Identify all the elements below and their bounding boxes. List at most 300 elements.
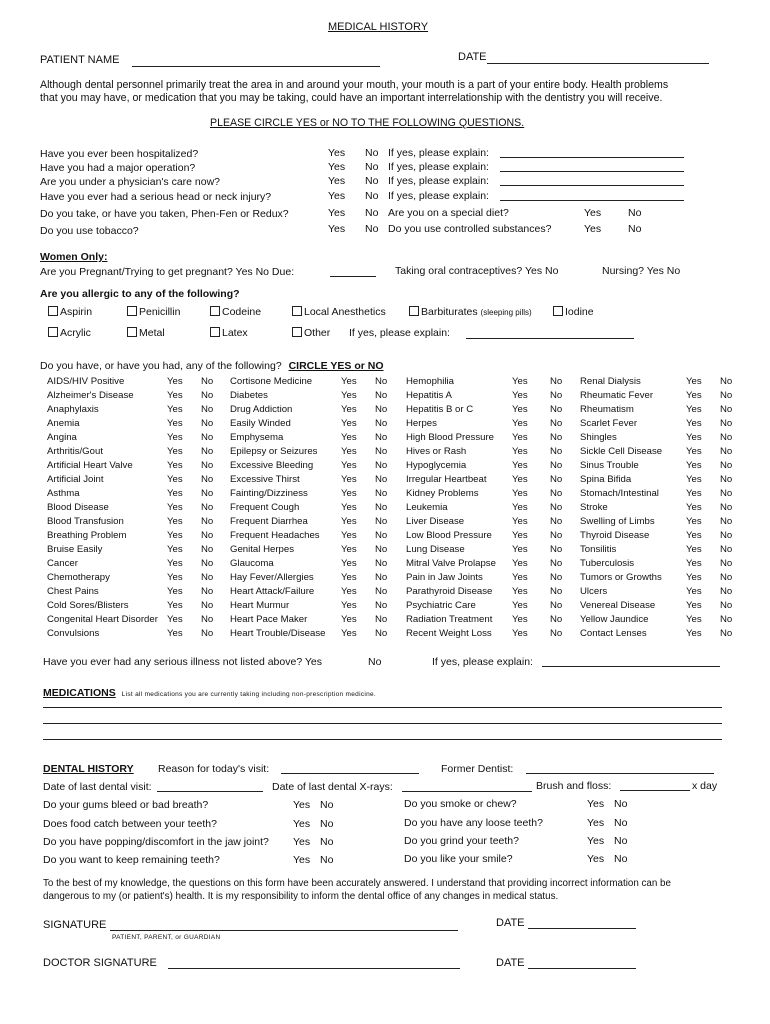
no-option[interactable]: No <box>375 586 388 597</box>
condition-label: Kidney Problems <box>406 488 479 499</box>
yes-option[interactable]: Yes <box>341 530 357 541</box>
yes-option[interactable]: Yes <box>686 572 702 583</box>
allergy-other[interactable] <box>292 327 330 339</box>
no-option[interactable]: No <box>550 530 563 541</box>
yes-option[interactable]: Yes <box>293 854 311 866</box>
yes-option[interactable]: Yes <box>167 516 183 527</box>
yes-option[interactable]: Yes <box>686 460 702 471</box>
allergy-latex[interactable] <box>210 327 248 339</box>
no-option[interactable]: No <box>365 223 379 235</box>
no-option[interactable]: No <box>550 446 563 457</box>
yes-option[interactable]: Yes <box>328 175 346 187</box>
yes-option[interactable]: Yes <box>512 488 528 499</box>
allergy-label: Codeine <box>222 306 262 318</box>
no-option[interactable]: No <box>375 474 388 485</box>
no-option[interactable]: No <box>550 600 563 611</box>
no-option[interactable]: No <box>550 614 563 625</box>
dental-question: Does food catch between your teeth? <box>43 818 217 830</box>
condition-label: Thyroid Disease <box>580 530 650 541</box>
per-day-label: x day <box>692 780 718 792</box>
no-option[interactable]: No <box>365 147 379 159</box>
no-option[interactable]: No <box>320 799 334 811</box>
allergy-iodine[interactable] <box>553 306 594 318</box>
allergy-heading: Are you allergic to any of the following? <box>40 288 240 300</box>
condition-label: High Blood Pressure <box>406 432 494 443</box>
no-option[interactable]: No <box>720 502 733 513</box>
no-option[interactable]: No <box>720 530 733 541</box>
no-option[interactable]: No <box>201 558 214 569</box>
condition-label: Hepatitis B or C <box>406 404 474 415</box>
yes-option[interactable]: Yes <box>587 798 605 810</box>
yes-option[interactable]: Yes <box>341 446 357 457</box>
no-option[interactable]: No <box>550 390 563 401</box>
yes-option[interactable]: Yes <box>341 418 357 429</box>
condition-label: Venereal Disease <box>580 600 656 611</box>
yes-option[interactable]: Yes <box>328 161 346 173</box>
no-option[interactable]: No <box>375 516 388 527</box>
doctor-date-field[interactable] <box>528 968 636 969</box>
no-option[interactable]: No <box>320 836 334 848</box>
no-option[interactable]: No <box>365 207 379 219</box>
condition-label: Stomach/Intestinal <box>580 488 659 499</box>
yes-option[interactable]: Yes <box>584 223 602 235</box>
no-option[interactable]: No <box>375 460 388 471</box>
no-option[interactable]: No <box>720 474 733 485</box>
yes-option[interactable]: Yes <box>686 376 702 387</box>
condition-label: Stroke <box>580 502 608 513</box>
no-option[interactable]: No <box>201 572 214 583</box>
no-option[interactable]: No <box>720 418 733 429</box>
conditions-intro <box>40 360 384 372</box>
yes-option[interactable]: Yes <box>686 628 702 639</box>
allergy-metal[interactable] <box>127 327 165 339</box>
condition-label: Ulcers <box>580 586 608 597</box>
no-option[interactable]: No <box>375 502 388 513</box>
no-option[interactable]: No <box>720 488 733 499</box>
medications-heading: MEDICATIONS <box>43 687 116 699</box>
no-option[interactable]: No <box>720 460 733 471</box>
yes-option[interactable]: Yes <box>167 558 183 569</box>
yes-option[interactable]: Yes <box>167 432 183 443</box>
reason-visit-label: Reason for today's visit: <box>158 763 270 775</box>
condition-label: Anaphylaxis <box>47 404 99 415</box>
explain-field[interactable] <box>500 157 684 158</box>
yes-option[interactable]: Yes <box>512 614 528 625</box>
yes-option[interactable]: Yes <box>512 418 528 429</box>
no-option[interactable]: No <box>201 488 214 499</box>
no-option[interactable]: No <box>614 817 628 829</box>
yes-option[interactable]: Yes <box>512 460 528 471</box>
no-option[interactable]: No <box>628 207 642 219</box>
condition-label: Heart Trouble/Disease <box>230 628 326 639</box>
condition-label: Fainting/Dizziness <box>230 488 308 499</box>
condition-label: Easily Winded <box>230 418 291 429</box>
no-option[interactable]: No <box>201 530 214 541</box>
condition-label: Epilepsy or Seizures <box>230 446 318 457</box>
yes-option[interactable]: Yes <box>167 488 183 499</box>
doctor-signature-label: DOCTOR SIGNATURE <box>43 957 157 969</box>
no-option[interactable]: No <box>550 404 563 415</box>
condition-label: Frequent Headaches <box>230 530 320 541</box>
yes-option[interactable]: Yes <box>512 474 528 485</box>
no-option[interactable]: No <box>375 418 388 429</box>
no-option[interactable]: No <box>614 853 628 865</box>
no-option[interactable]: No <box>720 628 733 639</box>
question-nursing: Nursing? Yes No <box>602 265 681 277</box>
condition-label: Blood Transfusion <box>47 516 124 527</box>
medications-line[interactable] <box>43 723 722 724</box>
explain-field[interactable] <box>500 171 684 172</box>
yes-option[interactable]: Yes <box>293 799 311 811</box>
yes-option[interactable]: Yes <box>341 516 357 527</box>
last-visit-field[interactable] <box>157 791 263 792</box>
due-date-field[interactable] <box>330 276 376 277</box>
condition-label: Mitral Valve Prolapse <box>406 558 496 569</box>
yes-option[interactable]: Yes <box>341 502 357 513</box>
conditions-intro-text: Do you have, or have you had, any of the following? <box>40 360 282 372</box>
yes-option[interactable]: Yes <box>167 614 183 625</box>
no-option[interactable]: No <box>201 446 214 457</box>
date-field[interactable] <box>487 63 709 64</box>
last-visit-label: Date of last dental visit: <box>43 781 152 793</box>
condition-label: Chest Pains <box>47 586 99 597</box>
no-option[interactable]: No <box>720 600 733 611</box>
last-xrays-label: Date of last dental X-rays: <box>272 781 393 793</box>
yes-option[interactable]: Yes <box>341 474 357 485</box>
yes-option[interactable]: Yes <box>587 817 605 829</box>
no-option[interactable]: No <box>375 390 388 401</box>
no-option[interactable]: No <box>375 530 388 541</box>
no-option[interactable]: No <box>720 516 733 527</box>
medications-line[interactable] <box>43 707 722 708</box>
no-option[interactable]: No <box>720 376 733 387</box>
follow-up-label: If yes, please explain: <box>388 161 489 173</box>
yes-option[interactable]: Yes <box>328 207 346 219</box>
yes-option[interactable]: Yes <box>167 390 183 401</box>
yes-option[interactable]: Yes <box>341 600 357 611</box>
no-option[interactable]: No <box>550 418 563 429</box>
yes-option[interactable]: Yes <box>167 418 183 429</box>
no-option[interactable]: No <box>720 446 733 457</box>
no-option[interactable]: No <box>550 432 563 443</box>
doctor-signature-field[interactable] <box>168 968 460 969</box>
reason-visit-field[interactable] <box>281 773 419 774</box>
yes-option[interactable]: Yes <box>167 376 183 387</box>
yes-option[interactable]: Yes <box>587 835 605 847</box>
condition-label: Excessive Thirst <box>230 474 300 485</box>
explain-field[interactable] <box>500 200 684 201</box>
condition-label: Glaucoma <box>230 558 274 569</box>
yes-option[interactable]: Yes <box>341 628 357 639</box>
yes-option[interactable]: Yes <box>587 853 605 865</box>
no-option[interactable]: No <box>201 390 214 401</box>
yes-option[interactable]: Yes <box>512 376 528 387</box>
no-option[interactable]: No <box>720 572 733 583</box>
signature-date-field[interactable] <box>528 928 636 929</box>
no-option[interactable]: No <box>614 835 628 847</box>
yes-option[interactable]: Yes <box>512 516 528 527</box>
yes-option[interactable]: Yes <box>293 818 311 830</box>
yes-option[interactable]: Yes <box>328 190 346 202</box>
yes-option[interactable]: Yes <box>341 614 357 625</box>
no-option[interactable]: No <box>201 586 214 597</box>
yes-option[interactable]: Yes <box>167 446 183 457</box>
brush-floss-label: Brush and floss: <box>536 780 612 792</box>
condition-label: Congenital Heart Disorder <box>47 614 158 625</box>
allergy-label: Iodine <box>565 306 594 318</box>
no-option[interactable]: No <box>375 432 388 443</box>
condition-label: Drug Addiction <box>230 404 293 415</box>
yes-option[interactable]: Yes <box>512 502 528 513</box>
yes-option[interactable]: Yes <box>512 390 528 401</box>
condition-label: Heart Pace Maker <box>230 614 308 625</box>
allergy-barbiturates[interactable] <box>409 306 532 318</box>
yes-option[interactable]: Yes <box>167 628 183 639</box>
no-option[interactable]: No <box>375 614 388 625</box>
no-option[interactable]: No <box>201 614 214 625</box>
serious-explain-field[interactable] <box>542 666 720 667</box>
no-option[interactable]: No <box>550 488 563 499</box>
checkbox-icon <box>292 306 302 316</box>
yes-option[interactable]: Yes <box>328 223 346 235</box>
no-option[interactable]: No <box>365 175 379 187</box>
yes-option[interactable]: Yes <box>686 558 702 569</box>
yes-option[interactable]: Yes <box>167 460 183 471</box>
condition-label: Scarlet Fever <box>580 418 638 429</box>
yes-option[interactable]: Yes <box>686 418 702 429</box>
yes-option[interactable]: Yes <box>341 460 357 471</box>
condition-label: Emphysema <box>230 432 284 443</box>
explain-field[interactable] <box>500 185 684 186</box>
yes-option[interactable]: Yes <box>167 530 183 541</box>
yes-option[interactable]: Yes <box>686 474 702 485</box>
no-option[interactable]: No <box>375 488 388 499</box>
yes-option[interactable]: Yes <box>341 488 357 499</box>
yes-option[interactable]: Yes <box>167 600 183 611</box>
last-xrays-field[interactable] <box>402 791 532 792</box>
condition-label: Tonsilitis <box>580 544 617 555</box>
no-option[interactable]: No <box>201 404 214 415</box>
dental-question: Do you like your smile? <box>404 853 513 865</box>
no-option[interactable]: No <box>320 818 334 830</box>
condition-label: Genital Herpes <box>230 544 294 555</box>
yes-option[interactable]: Yes <box>686 586 702 597</box>
yes-option[interactable]: Yes <box>293 836 311 848</box>
no-option[interactable]: No <box>375 572 388 583</box>
circle-heading: PLEASE CIRCLE YES or NO TO THE FOLLOWING QUESTIONS. <box>210 117 525 129</box>
no-option[interactable]: No <box>201 628 214 639</box>
yes-option[interactable]: Yes <box>686 432 702 443</box>
condition-label: Convulsions <box>47 628 100 639</box>
dental-question: Do you have any loose teeth? <box>404 817 543 829</box>
checkbox-icon <box>48 306 58 316</box>
yes-option[interactable]: Yes <box>512 432 528 443</box>
no-option[interactable]: No <box>365 190 379 202</box>
no-option[interactable]: No <box>720 390 733 401</box>
no-option[interactable]: No <box>550 474 563 485</box>
yes-option[interactable]: Yes <box>341 404 357 415</box>
no-option[interactable]: No <box>720 586 733 597</box>
allergy-aspirin[interactable] <box>48 306 92 318</box>
no-option[interactable]: No <box>720 404 733 415</box>
no-option[interactable]: No <box>201 600 214 611</box>
yes-option[interactable]: Yes <box>167 586 183 597</box>
condition-label: Shingles <box>580 432 617 443</box>
condition-label: Leukemia <box>406 502 448 513</box>
no-option[interactable]: No <box>375 600 388 611</box>
allergy-label: Metal <box>139 327 165 339</box>
condition-label: Chemotherapy <box>47 572 110 583</box>
checkbox-icon <box>292 327 302 337</box>
yes-option[interactable]: Yes <box>686 390 702 401</box>
dental-question: Do you have popping/discomfort in the jaw joint? <box>43 836 269 848</box>
yes-option[interactable]: Yes <box>686 530 702 541</box>
no-option[interactable]: No <box>320 854 334 866</box>
no-option[interactable]: No <box>201 432 214 443</box>
no-option[interactable]: No <box>720 558 733 569</box>
former-dentist-field[interactable] <box>526 773 714 774</box>
no-option[interactable]: No <box>550 628 563 639</box>
no-option[interactable]: No <box>550 544 563 555</box>
yes-option[interactable]: Yes <box>686 544 702 555</box>
condition-label: Anemia <box>47 418 80 429</box>
yes-option[interactable]: Yes <box>686 404 702 415</box>
yes-option[interactable]: Yes <box>341 390 357 401</box>
allergy-label: Acrylic <box>60 327 91 339</box>
condition-label: Arthritis/Gout <box>47 446 103 457</box>
barbiturates-note: (sleeping pills) <box>480 308 532 317</box>
checkbox-icon <box>127 327 137 337</box>
yes-option[interactable]: Yes <box>686 502 702 513</box>
condition-label: Hives or Rash <box>406 446 467 457</box>
condition-label: Breathing Problem <box>47 530 127 541</box>
condition-label: Artificial Joint <box>47 474 104 485</box>
no-option[interactable]: No <box>201 502 214 513</box>
no-option[interactable]: No <box>550 586 563 597</box>
yes-option[interactable]: Yes <box>341 432 357 443</box>
no-option[interactable]: No <box>628 223 642 235</box>
no-option[interactable]: No <box>375 544 388 555</box>
no-option[interactable]: No <box>720 614 733 625</box>
no-option[interactable]: No <box>201 418 214 429</box>
checkbox-icon <box>409 306 419 316</box>
no-option[interactable]: No <box>201 376 214 387</box>
allergy-penicillin[interactable] <box>127 306 180 318</box>
brush-floss-field[interactable] <box>620 790 690 791</box>
no-option[interactable]: No <box>550 516 563 527</box>
allergy-codeine[interactable] <box>210 306 261 318</box>
yes-option[interactable]: Yes <box>341 376 357 387</box>
yes-option[interactable]: Yes <box>686 600 702 611</box>
no-option[interactable]: No <box>201 516 214 527</box>
condition-label: Contact Lenses <box>580 628 647 639</box>
yes-option[interactable]: Yes <box>512 446 528 457</box>
condition-label: Cancer <box>47 558 78 569</box>
yes-option[interactable]: Yes <box>341 558 357 569</box>
condition-label: Rheumatic Fever <box>580 390 654 401</box>
yes-option[interactable]: Yes <box>512 586 528 597</box>
no-option[interactable]: No <box>550 502 563 513</box>
no-option[interactable]: No <box>201 474 214 485</box>
yes-option[interactable]: Yes <box>341 544 357 555</box>
no-option[interactable]: No <box>375 446 388 457</box>
yes-option[interactable]: Yes <box>686 446 702 457</box>
condition-label: Asthma <box>47 488 80 499</box>
no-option[interactable]: No <box>550 572 563 583</box>
yes-option[interactable]: Yes <box>686 614 702 625</box>
no-option[interactable]: No <box>720 544 733 555</box>
medications-line[interactable] <box>43 739 722 740</box>
no-option[interactable]: No <box>550 558 563 569</box>
yes-option[interactable]: Yes <box>584 207 602 219</box>
yes-option[interactable]: Yes <box>686 488 702 499</box>
condition-label: Parathyroid Disease <box>406 586 493 597</box>
condition-label: Rheumatism <box>580 404 634 415</box>
condition-label: Frequent Diarrhea <box>230 516 308 527</box>
no-option[interactable]: No <box>720 432 733 443</box>
dental-question: Do your gums bleed or bad breath? <box>43 799 209 811</box>
yes-option[interactable]: Yes <box>512 544 528 555</box>
allergy-label: Other <box>304 327 331 339</box>
page-title: MEDICAL HISTORY <box>328 21 429 33</box>
yes-option[interactable]: Yes <box>512 600 528 611</box>
yes-option[interactable]: Yes <box>341 572 357 583</box>
no-option[interactable]: No <box>201 460 214 471</box>
allergy-acrylic[interactable] <box>48 327 91 339</box>
condition-label: Hay Fever/Allergies <box>230 572 314 583</box>
yes-option[interactable]: Yes <box>512 628 528 639</box>
patient-name-field[interactable] <box>132 66 380 67</box>
yes-option[interactable]: Yes <box>167 572 183 583</box>
follow-up-label: If yes, please explain: <box>388 190 489 202</box>
yes-option[interactable]: Yes <box>167 474 183 485</box>
no-option[interactable]: No <box>368 656 382 668</box>
yes-option[interactable]: Yes <box>341 586 357 597</box>
no-option[interactable]: No <box>365 161 379 173</box>
yes-option[interactable]: Yes <box>686 516 702 527</box>
allergy-label: Local Anesthetics <box>304 306 386 318</box>
no-option[interactable]: No <box>550 460 563 471</box>
no-option[interactable]: No <box>375 404 388 415</box>
condition-label: Sinus Trouble <box>580 460 639 471</box>
yes-option[interactable]: Yes <box>512 530 528 541</box>
question-physician: Are you under a physician's care now? <box>40 176 221 188</box>
condition-label: Tuberculosis <box>580 558 635 569</box>
no-option[interactable]: No <box>375 558 388 569</box>
follow-up-label: If yes, please explain: <box>388 175 489 187</box>
yes-option[interactable]: Yes <box>167 404 183 415</box>
question-hospitalized: Have you ever been hospitalized? <box>40 148 199 160</box>
no-option[interactable]: No <box>201 544 214 555</box>
no-option[interactable]: No <box>614 798 628 810</box>
condition-label: Recent Weight Loss <box>406 628 492 639</box>
no-option[interactable]: No <box>375 376 388 387</box>
allergy-local-anesthetics[interactable] <box>292 306 386 318</box>
condition-label: Radiation Treatment <box>406 614 493 625</box>
yes-option[interactable]: Yes <box>167 502 183 513</box>
signature-field[interactable] <box>110 930 458 931</box>
yes-option[interactable]: Yes <box>328 147 346 159</box>
yes-option[interactable]: Yes <box>167 544 183 555</box>
no-option[interactable]: No <box>550 376 563 387</box>
medications-header <box>43 687 376 699</box>
yes-option[interactable]: Yes <box>512 558 528 569</box>
checkbox-icon <box>553 306 563 316</box>
no-option[interactable]: No <box>375 628 388 639</box>
allergy-explain-field[interactable] <box>466 338 634 339</box>
yes-option[interactable]: Yes <box>512 404 528 415</box>
yes-option[interactable]: Yes <box>512 572 528 583</box>
